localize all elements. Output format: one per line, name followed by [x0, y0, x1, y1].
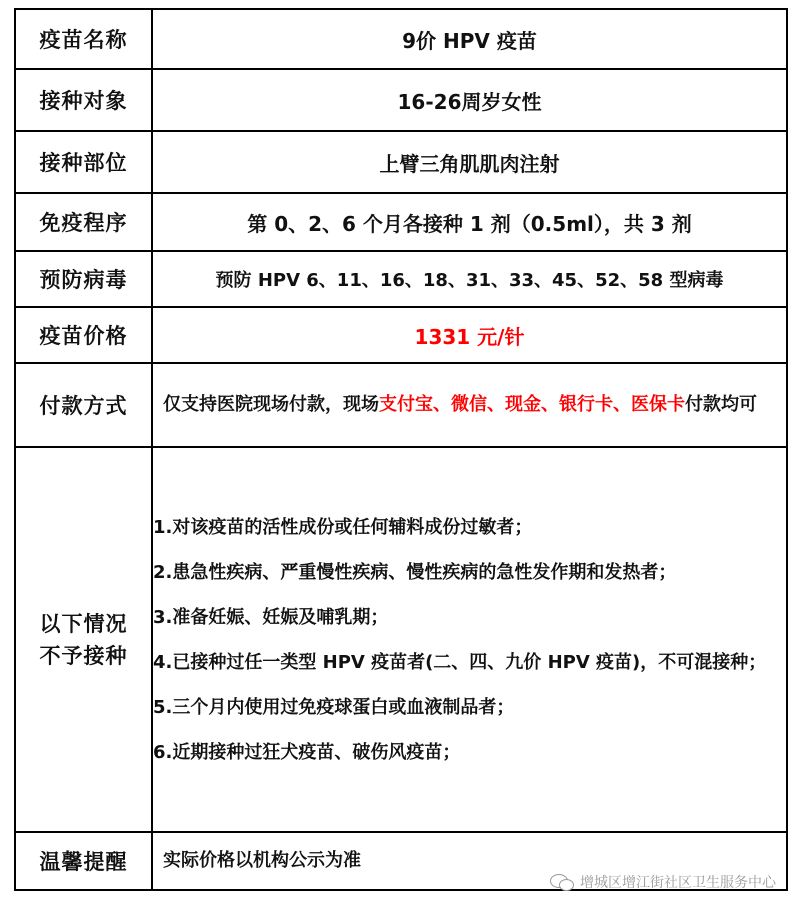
- row-contraindications: [15, 447, 787, 832]
- contraindications-list: [152, 447, 787, 832]
- list-item: 1.对该疫苗的活性成份或任何辅料成份过敏者；: [153, 516, 533, 538]
- list-item: 4.已接种过任一类型 HPV 疫苗者(二、四、九价 HPV 疫苗)，不可混接种；: [153, 651, 767, 673]
- value-injection-site: 上臂三角肌肌肉注射: [152, 131, 787, 193]
- value-reminder: 实际价格以机构公示为准: [152, 832, 787, 890]
- value-target-group: 16-26周岁女性: [152, 69, 787, 131]
- value-payment: [152, 363, 787, 447]
- label-target-group: 接种对象: [15, 69, 152, 131]
- payment-methods: 支付宝、微信、现金、银行卡、医保卡: [379, 394, 685, 415]
- contraindications-label-line2: 不予接种: [39, 643, 128, 668]
- vaccine-info-table: [14, 8, 788, 891]
- list-item: 2.患急性疾病、严重慢性疾病、慢性疾病的急性发作期和发热者；: [153, 561, 677, 583]
- payment-prefix: 仅支持医院现场付款，现场: [163, 394, 379, 415]
- label-schedule: 免疫程序: [15, 193, 152, 251]
- label-price: 疫苗价格: [15, 307, 152, 363]
- label-payment: 付款方式: [15, 363, 152, 447]
- row-payment: [15, 363, 787, 447]
- value-prevention: 预防 HPV 6、11、16、18、31、33、45、52、58 型病毒: [152, 251, 787, 307]
- row-target-group: [15, 69, 787, 131]
- label-vaccine-name: 疫苗名称: [15, 9, 152, 69]
- value-vaccine-name: 9价 HPV 疫苗: [152, 9, 787, 69]
- row-schedule: [15, 193, 787, 251]
- row-vaccine-name: [15, 9, 787, 69]
- label-prevention: 预防病毒: [15, 251, 152, 307]
- wechat-icon: [550, 874, 574, 890]
- row-prevention: [15, 251, 787, 307]
- list-item: 6.近期接种过狂犬疫苗、破伤风疫苗；: [153, 741, 461, 763]
- row-price: [15, 307, 787, 363]
- value-schedule: 第 0、2、6 个月各接种 1 剂（0.5ml），共 3 剂: [152, 193, 787, 251]
- list-item: 3.准备妊娠、妊娠及哺乳期；: [153, 606, 389, 628]
- payment-suffix: 付款均可: [685, 394, 757, 415]
- label-contraindications: [15, 447, 152, 832]
- watermark: [550, 872, 776, 892]
- contraindications-label-line1: 以下情况: [39, 611, 128, 636]
- list-item: 5.三个月内使用过免疫球蛋白或血液制品者；: [153, 696, 515, 718]
- label-reminder: 温馨提醒: [15, 832, 152, 890]
- row-injection-site: [15, 131, 787, 193]
- label-injection-site: 接种部位: [15, 131, 152, 193]
- value-price: 1331 元/针: [152, 307, 787, 363]
- watermark-text: 增城区增江街社区卫生服务中心: [580, 874, 776, 890]
